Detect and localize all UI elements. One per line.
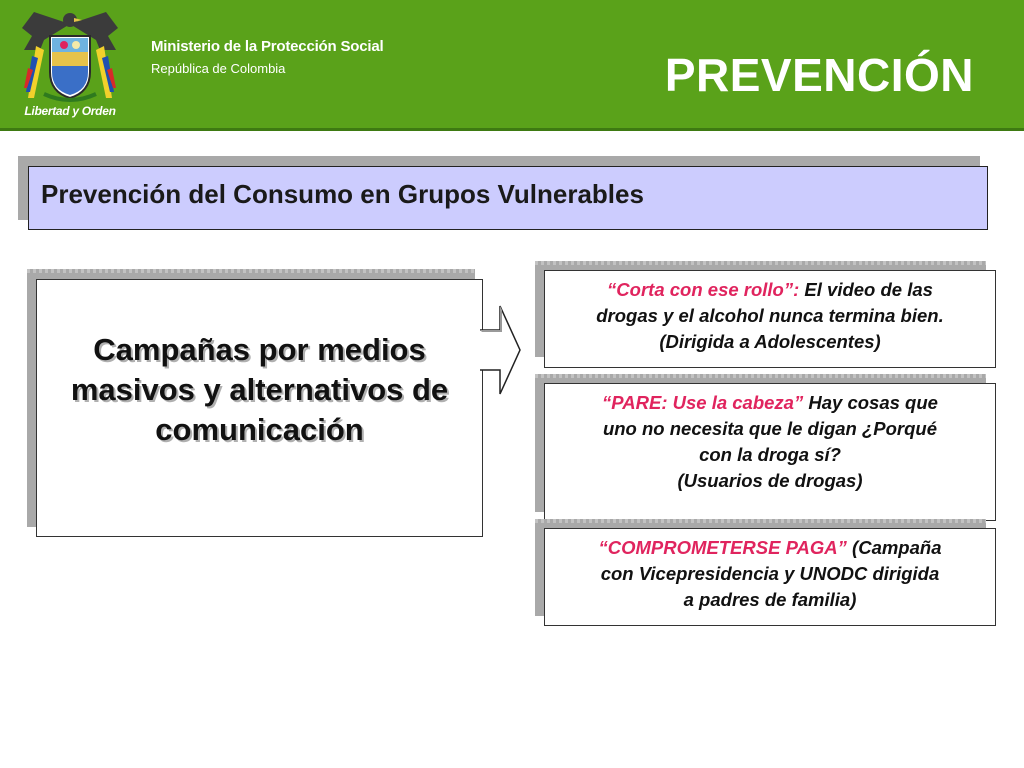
coat-of-arms-logo: [14, 6, 126, 122]
country-name: República de Colombia: [151, 61, 286, 76]
campaign-title: “PARE: Use la cabeza”: [602, 392, 804, 413]
campaign-line: [545, 277, 995, 303]
arrow-right-icon: [478, 300, 522, 400]
subtitle-text: Prevención del Consumo en Grupos Vulnerables: [41, 179, 644, 209]
campaign-text: Hay cosas que: [803, 392, 938, 413]
subtitle-bar: [28, 166, 988, 230]
campaign-title: “COMPROMETERSE PAGA”: [598, 537, 847, 558]
main-topic-line: comunicación: [155, 412, 364, 447]
main-topic-line: masivos y alternativos de: [70, 372, 449, 407]
ministry-name: Ministerio de la Protección Social: [151, 38, 384, 55]
campaign-line: [545, 535, 995, 561]
campaign-line: drogas y el alcohol nunca termina bien.: [596, 305, 944, 326]
campaign-box-2: [544, 383, 996, 521]
campaign-title: “Corta con ese rollo”:: [607, 279, 800, 300]
campaign-line: uno no necesita que le digan ¿Porqué: [602, 418, 938, 439]
campaign-box-1: [544, 270, 996, 368]
campaign-audience: (Dirigida a Adolescentes): [659, 331, 881, 352]
main-topic-box: [36, 279, 483, 537]
header-banner: [0, 0, 1024, 128]
main-topic-line: Campañas por medios: [93, 332, 426, 367]
coat-of-arms-icon: [14, 6, 126, 106]
campaign-text: (Campaña: [846, 537, 942, 558]
campaign-line: a padres de familia): [683, 589, 857, 610]
crest-motto: Libertad y Orden: [24, 104, 116, 118]
header-divider: [0, 128, 1024, 131]
campaign-line: con Vicepresidencia y UNODC dirigida: [600, 563, 940, 584]
page-title: PREVENCIÓN: [664, 49, 974, 101]
campaign-audience: (Usuarios de drogas): [677, 470, 863, 491]
campaign-line: [545, 390, 995, 416]
campaign-text: El video de las: [799, 279, 933, 300]
campaign-box-3: [544, 528, 996, 626]
main-topic-text: [37, 330, 482, 450]
campaign-line: con la droga sí?: [699, 444, 841, 465]
